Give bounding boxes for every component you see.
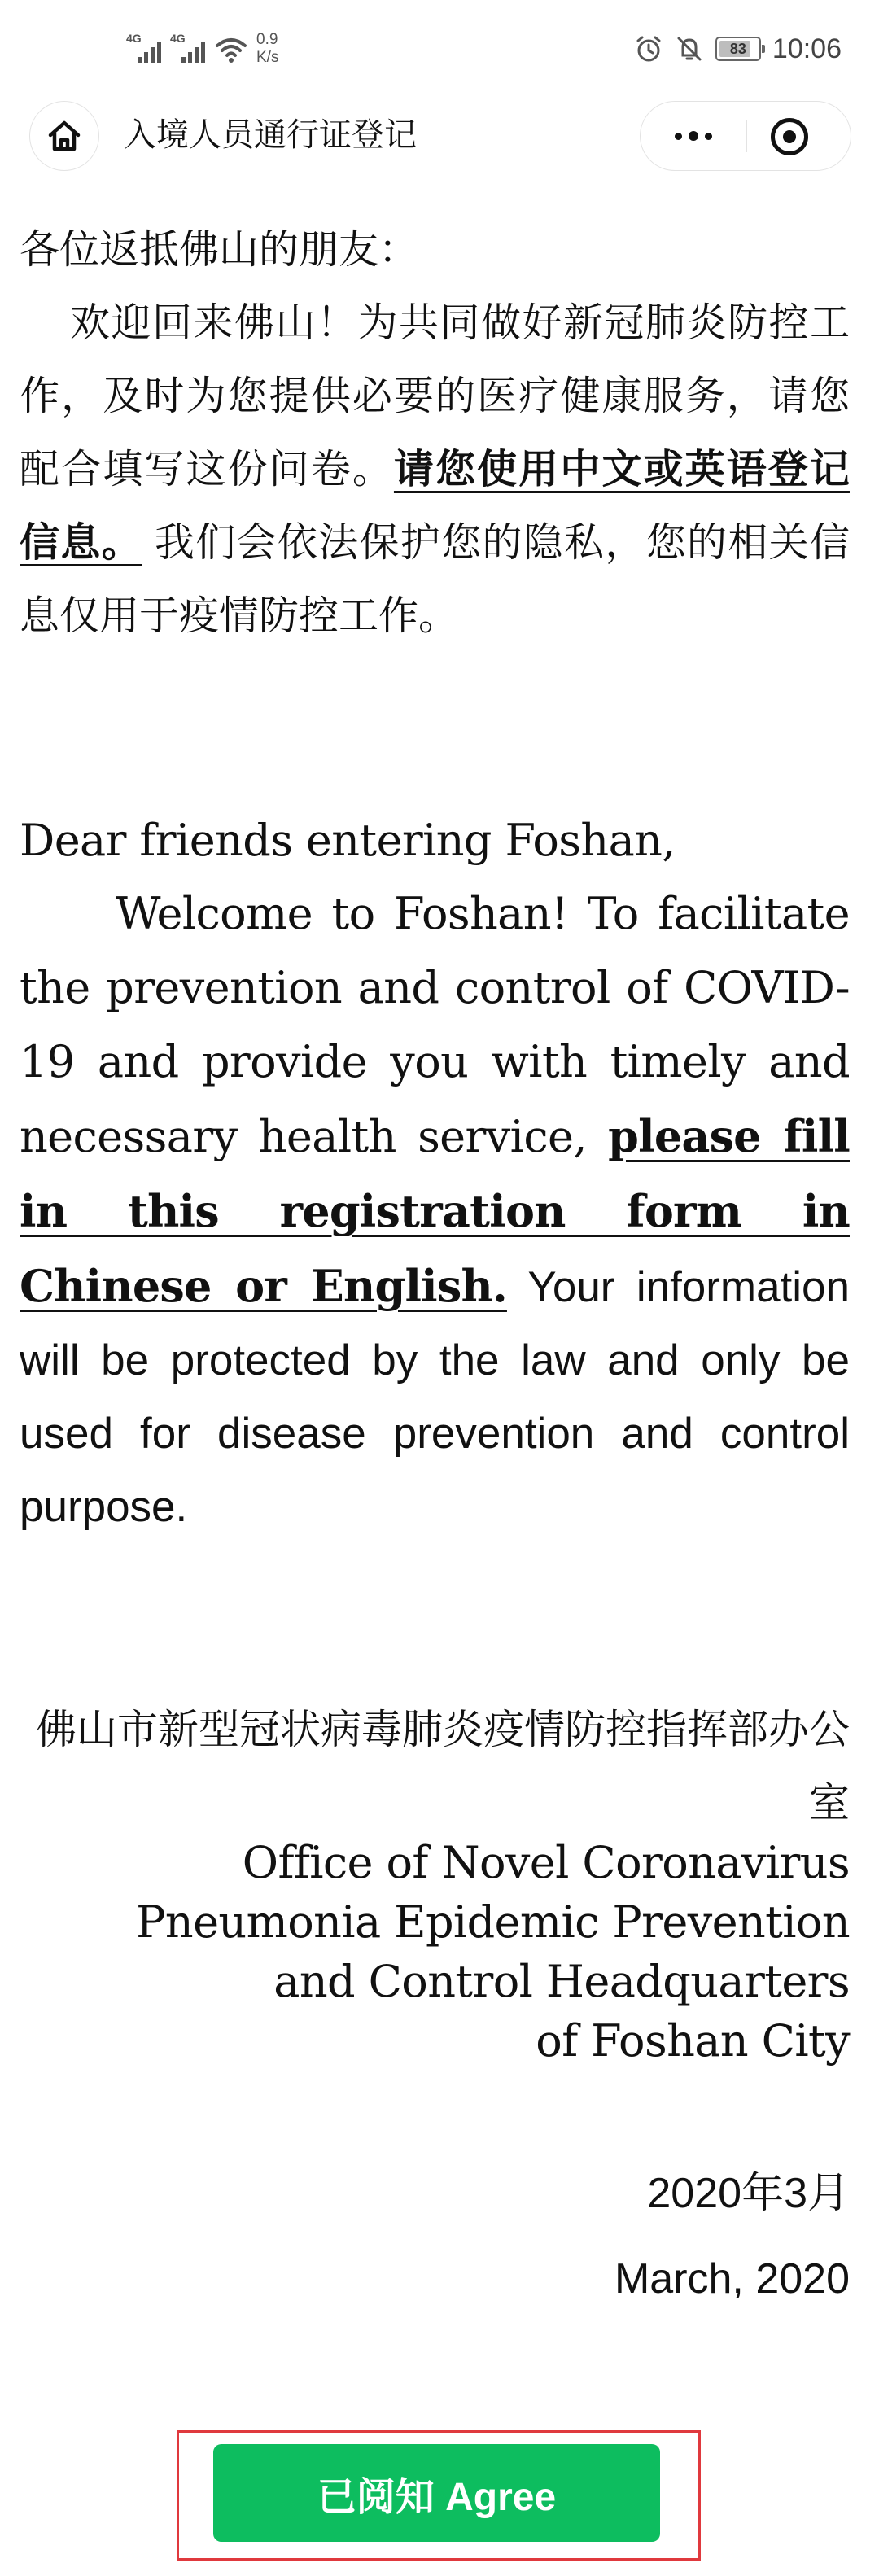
signature-en — [20, 1833, 850, 2071]
battery-icon — [715, 37, 761, 61]
date-cn: 2020年3月 — [647, 2170, 850, 2217]
clock: 10:06 — [772, 33, 842, 64]
date-en: March, 2020 — [614, 2255, 850, 2303]
signature-en-line: Office of Novel Coronavirus — [242, 1837, 850, 1888]
body-en-bold: please fill in this registration form in Chinese or English. — [20, 1110, 850, 1312]
signal-tag: 4G — [170, 32, 186, 45]
body-en-part1: Welcome to Foshan! To facilitate the prevention and control of COVID-19 and provide you with timely and necessary health service, — [20, 888, 850, 1162]
notice-cn — [20, 213, 850, 653]
page-title: 入境人员通行证登记 — [124, 117, 417, 153]
signature-en-line: Pneumonia Epidemic Prevention — [136, 1896, 850, 1948]
body-cn-bold: 请您使用中文或英语登记信息。 — [20, 448, 850, 565]
wifi-icon — [214, 33, 248, 65]
nav-bar — [0, 90, 879, 179]
alarm-icon — [634, 34, 663, 63]
body-en-part2: Your information will be protected by the law and only be used for disease prevention and control purpose. — [20, 1263, 850, 1531]
close-icon[interactable] — [771, 118, 808, 155]
battery-level: 83 — [729, 41, 746, 57]
more-icon — [675, 133, 682, 140]
menu-capsule — [640, 101, 851, 171]
status-left — [126, 24, 278, 73]
status-right — [634, 24, 842, 73]
net-speed-value: 0.9 — [256, 31, 278, 48]
agree-button[interactable]: 已阅知 Agree — [213, 2444, 660, 2542]
signal-icon — [126, 33, 164, 65]
status-bar — [0, 0, 879, 90]
greeting-en: Dear friends entering Foshan, — [20, 815, 676, 866]
home-icon — [46, 117, 83, 155]
body-cn — [20, 286, 850, 653]
more-button[interactable] — [665, 102, 722, 170]
home-button[interactable] — [29, 101, 99, 171]
body-en — [20, 877, 850, 1544]
signal-icon — [170, 33, 208, 65]
body-cn-part2: 我们会依法保护您的隐私，您的相关信息仅用于疫情防控工作。 — [20, 521, 850, 638]
signature-cn: 佛山市新型冠状病毒肺炎疫情防控指挥部办公室 — [36, 1707, 850, 1826]
body-cn-part1: 欢迎回来佛山！为共同做好新冠肺炎防控工作，及时为您提供必要的医疗健康服务，请您配合填写这份问卷。 — [20, 301, 850, 492]
signature-en-line: of Foshan City — [536, 2015, 850, 2066]
capsule-divider — [746, 120, 747, 152]
net-speed — [256, 31, 278, 67]
greeting-cn: 各位返抵佛山的朋友： — [20, 228, 419, 272]
mute-icon — [675, 34, 704, 63]
net-speed-unit: K/s — [256, 49, 279, 66]
signature-en-line: and Control Headquarters — [273, 1956, 850, 2007]
signal-tag: 4G — [126, 32, 142, 45]
